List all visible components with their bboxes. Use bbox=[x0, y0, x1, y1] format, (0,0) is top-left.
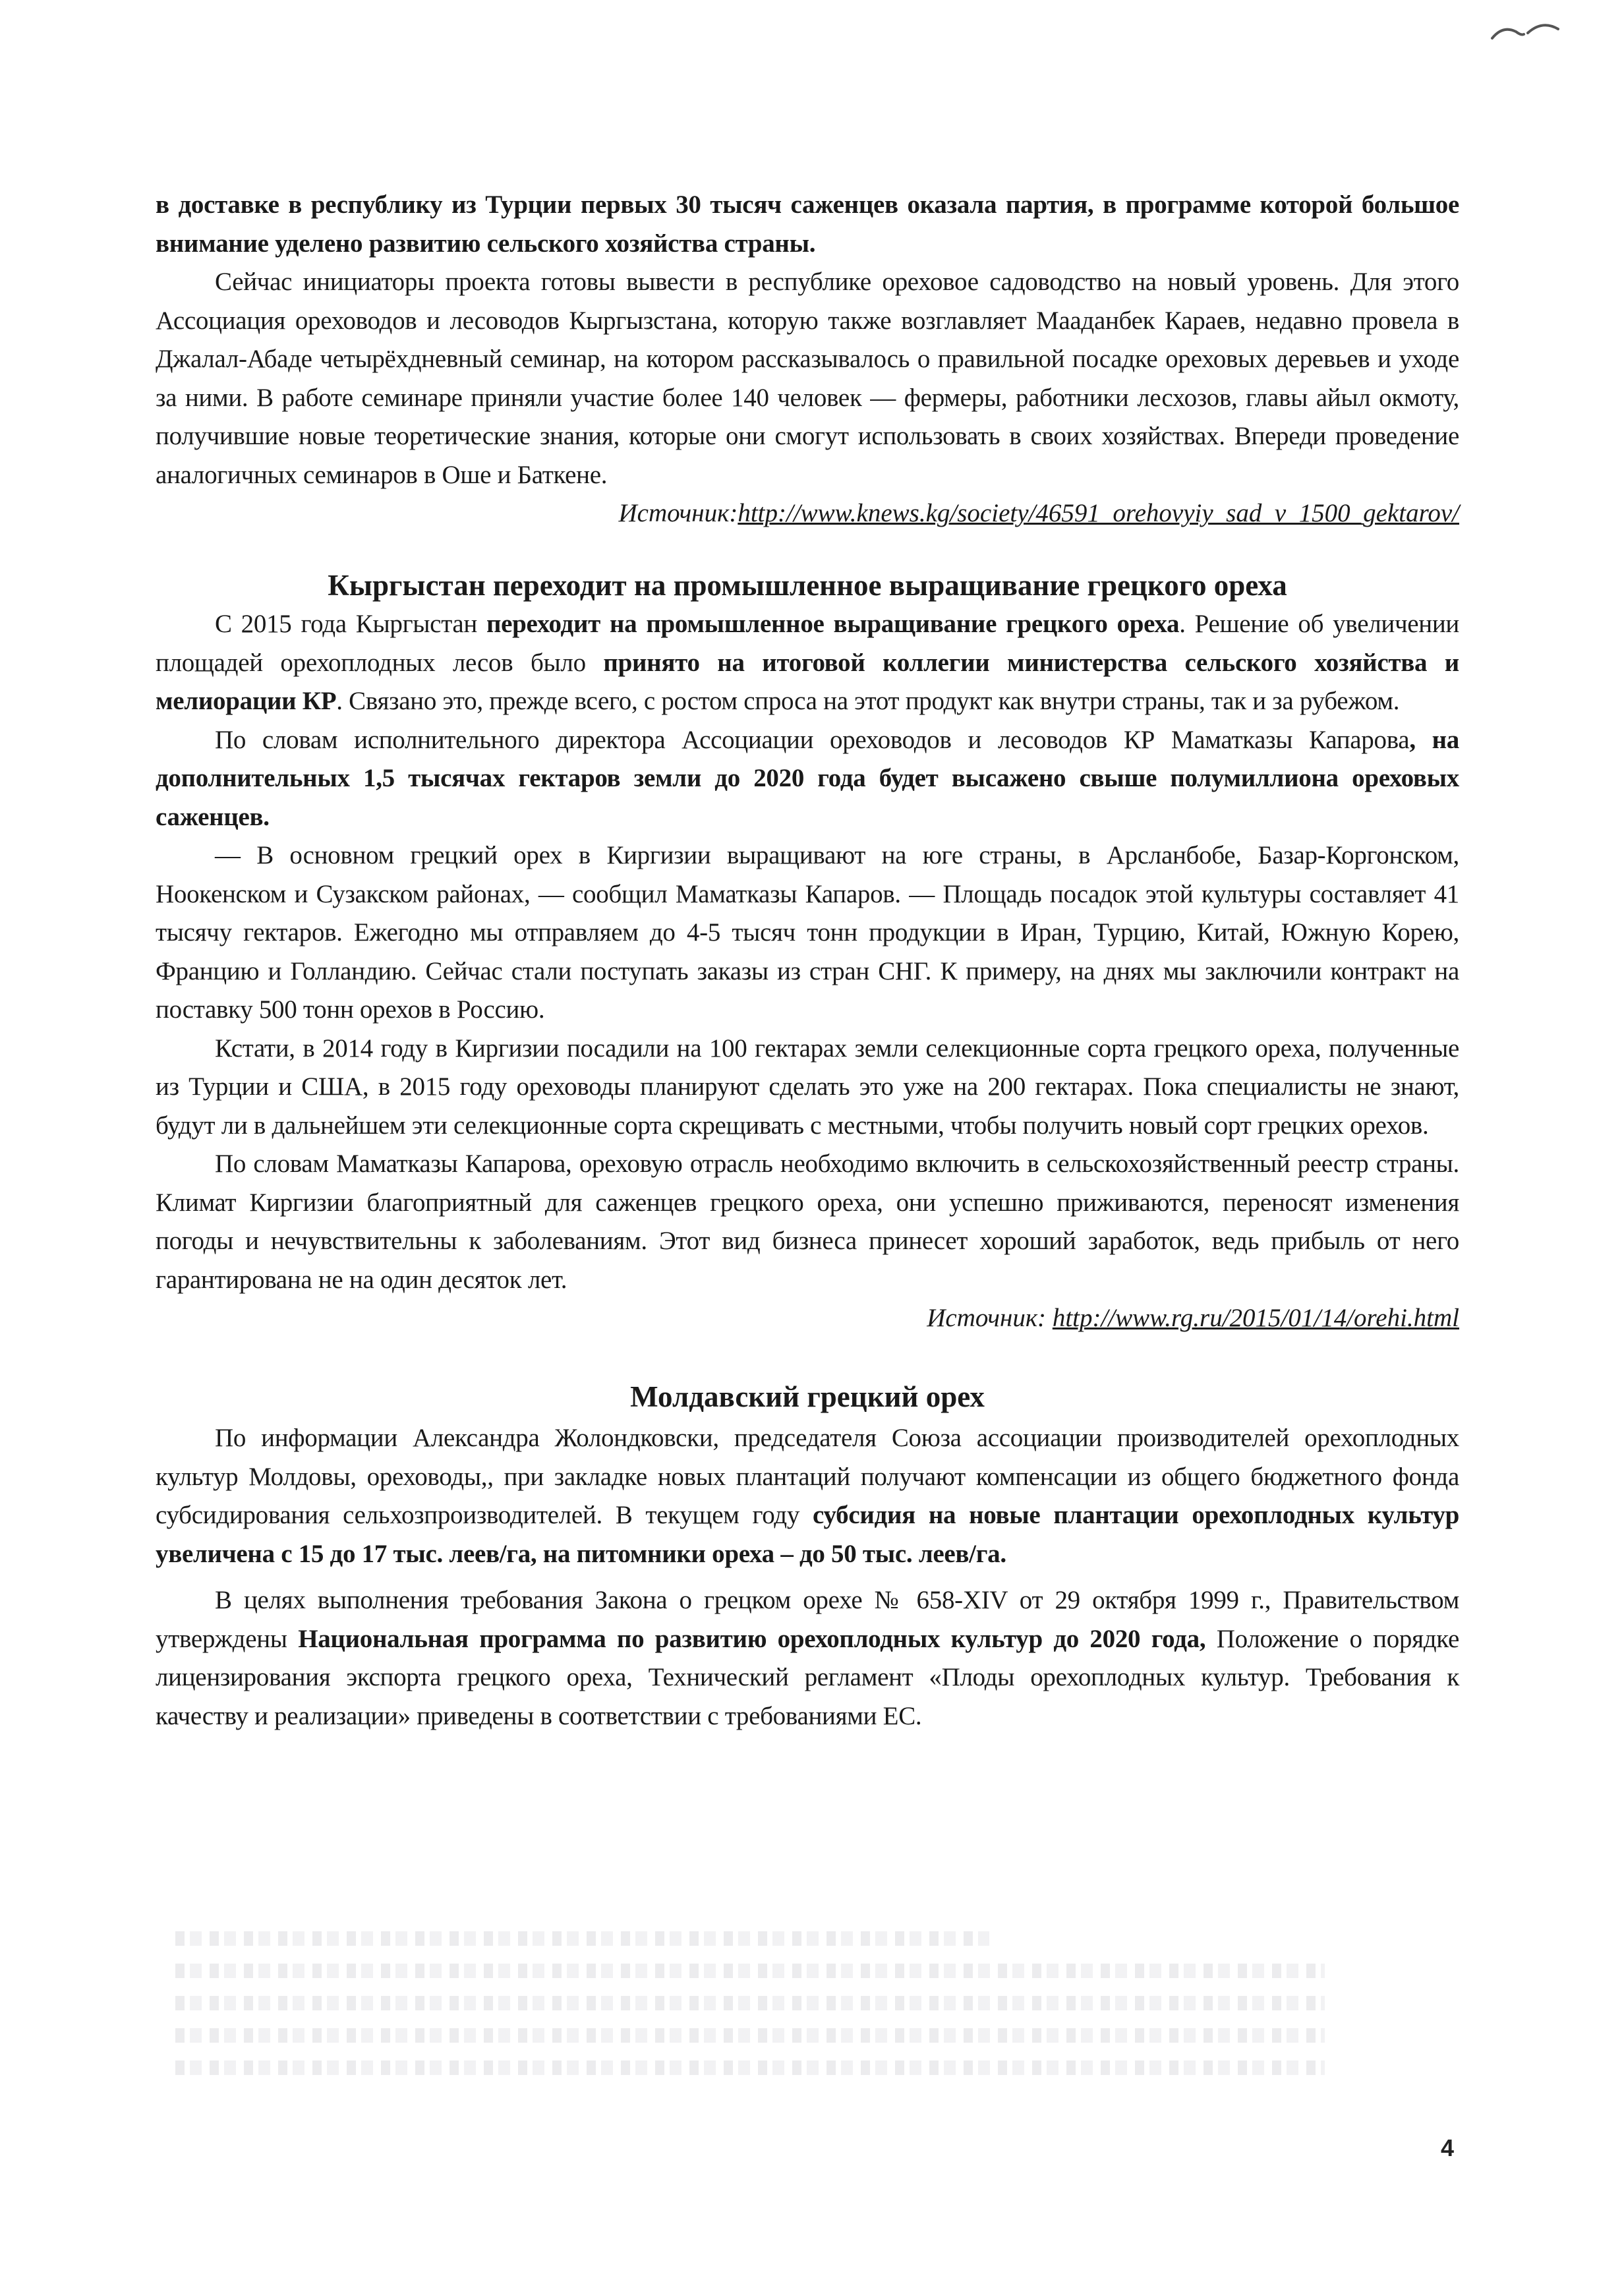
faded-bleedthrough-text bbox=[175, 1931, 1467, 2093]
paragraph-moldova-law bbox=[156, 1581, 1459, 1736]
source-citation-rg bbox=[156, 1299, 1459, 1337]
faded-line bbox=[175, 2060, 1325, 2075]
paragraph-moldova-subsidies bbox=[156, 1419, 1459, 1573]
paragraph-registry-climate: По словам Маматказы Капарова, ореховую отрасль необходимо включить в сельскохозяйственный реестр страны. Климат Киргизии благоприятный для саженцев грецкого ореха, они успешно приживаются, переносят изменения погоды и нечувствительны к заболеваниям. Этот вид бизнеса принесет хороший заработок, ведь прибыль от него гарантирована не на один десяток лет. bbox=[156, 1150, 1459, 1294]
paragraph-industrial-transition bbox=[156, 605, 1459, 721]
text-span: С 2015 года Кыргыстан bbox=[215, 610, 486, 638]
paragraph-party-support: в доставке в республику из Турции первых 30 тысяч саженцев оказала партия, в программе которой большое внимание уделено развитию сельского хозяйства страны. bbox=[156, 190, 1459, 258]
paragraph-seminar: Сейчас инициаторы проекта готовы вывести в республике ореховое садоводство на новый уровень. Для этого Ассоциация ореховодов и лесоводов Кыргызстана, которую также возглавляет Мааданбек Караев, недавно провела в Джалал-Абаде четырёхдневный семинар, на котором рассказывалось о правильной посадке ореховых деревьев и уходе за ними. В работе семинаре приняли участие более 140 человек — фермеры, работники лесхозов, главы айыл окмоту, получившие новые теоретические знания, которые они смогут использовать в своих хозяйствах. Впереди проведение аналогичных семинаров в Оше и Баткене. bbox=[156, 268, 1459, 489]
bold-span: субсидия на новые плантации орехоплодных культур увеличена с 15 до 17 тыс. леев/га, на питомники ореха – до 50 тыс. леев/га. bbox=[156, 1501, 1459, 1568]
text-span: . Связано это, прежде всего, с ростом спроса на этот продукт как внутри страны, так и за рубежом. bbox=[336, 687, 1400, 715]
faded-line bbox=[175, 1964, 1325, 1978]
source-label: Источник: bbox=[927, 1304, 1053, 1332]
text-span: По словам исполнительного директора Ассоциации ореховодов и лесоводов КР Маматказы Капарова bbox=[215, 725, 1410, 754]
text-span: В целях выполнения требования Закона о грецком орехе № 658-XIV от 29 октября 1999 г., Правительством утверждены bbox=[156, 1586, 1459, 1653]
faded-line bbox=[175, 1996, 1325, 2010]
paragraph-regions-export: — В основном грецкий орех в Киргизии выращивают на юге страны, в Арсланбобе, Базар-Коргонском, Ноокенском и Сузакском районах, — сообщил Маматказы Капаров. — Площадь посадок этой культуры составляет 41 тысячу гектаров. Ежегодно мы отправляем до 4-5 тысяч тонн продукции в Иран, Турцию, Китай, Южную Корею, Францию и Голландию. Сейчас стали поступать заказы из стран СНГ. К примеру, на днях мы заключили контракт на поставку 500 тонн орехов в Россию. bbox=[156, 841, 1459, 1024]
page-number: 4 bbox=[1441, 2134, 1455, 2161]
bold-span: , на дополнительных 1,5 тысячах гектаров земли до 2020 года будет высажено свыше полумиллиона ореховых саженцев. bbox=[156, 725, 1459, 831]
document-page bbox=[156, 186, 1459, 1736]
bold-span: переходит на промышленное выращивание грецкого ореха bbox=[486, 610, 1180, 638]
section-title-moldova: Молдавский грецкий орех bbox=[630, 1380, 985, 1413]
text-span: Положение о порядке лицензирования экспорта грецкого ореха, Технический регламент «Плоды орехоплодных культур. Требования к качеству и реализации» приведены в соответствии с требованиями ЕС. bbox=[156, 1624, 1459, 1730]
handwritten-mark-icon bbox=[1490, 13, 1569, 46]
text-span: . Решение об увеличении площадей орехоплодных лесов было bbox=[156, 610, 1459, 677]
faded-line bbox=[175, 2028, 1325, 2043]
paragraph-kaparov-plan bbox=[156, 721, 1459, 837]
paragraph-selection-varieties: Кстати, в 2014 году в Киргизии посадили на 100 гектарах земли селекционные сорта грецкого ореха, полученные из Турции и США, в 2015 году ореховоды планируют сделать это уже на 200 гектарах. Пока специалисты не знают, будут ли в дальнейшем эти селекционные сорта скрещивать с местными, чтобы получить новый сорт грецких орехов. bbox=[156, 1034, 1459, 1140]
bold-span: принято на итоговой коллегии министерства сельского хозяйства и мелиорации КР bbox=[156, 648, 1459, 715]
bold-span: Национальная программа по развитию орехоплодных культур до 2020 года, bbox=[298, 1624, 1206, 1653]
source-citation-knews bbox=[156, 494, 1459, 533]
section-title-kyrgyzstan: Кыргыстан переходит на промышленное выращивание грецкого ореха bbox=[328, 569, 1287, 602]
faded-line bbox=[175, 1931, 989, 1946]
text-span: По информации Александра Жолондковски, председателя Союза ассоциации производителей орехоплодных культур Молдовы, ореховоды,, при закладке новых плантаций получают компенсации из общего бюджетного фонда субсидирования сельхозпроизводителей. В текущем году bbox=[156, 1424, 1459, 1529]
source-link-rg[interactable]: http://www.rg.ru/2015/01/14/orehi.html bbox=[1052, 1304, 1459, 1332]
source-link-knews[interactable]: http://www.knews.kg/society/46591_orehovyiy_sad_v_1500_gektarov/ bbox=[738, 499, 1459, 527]
source-label: Источник: bbox=[618, 499, 738, 527]
